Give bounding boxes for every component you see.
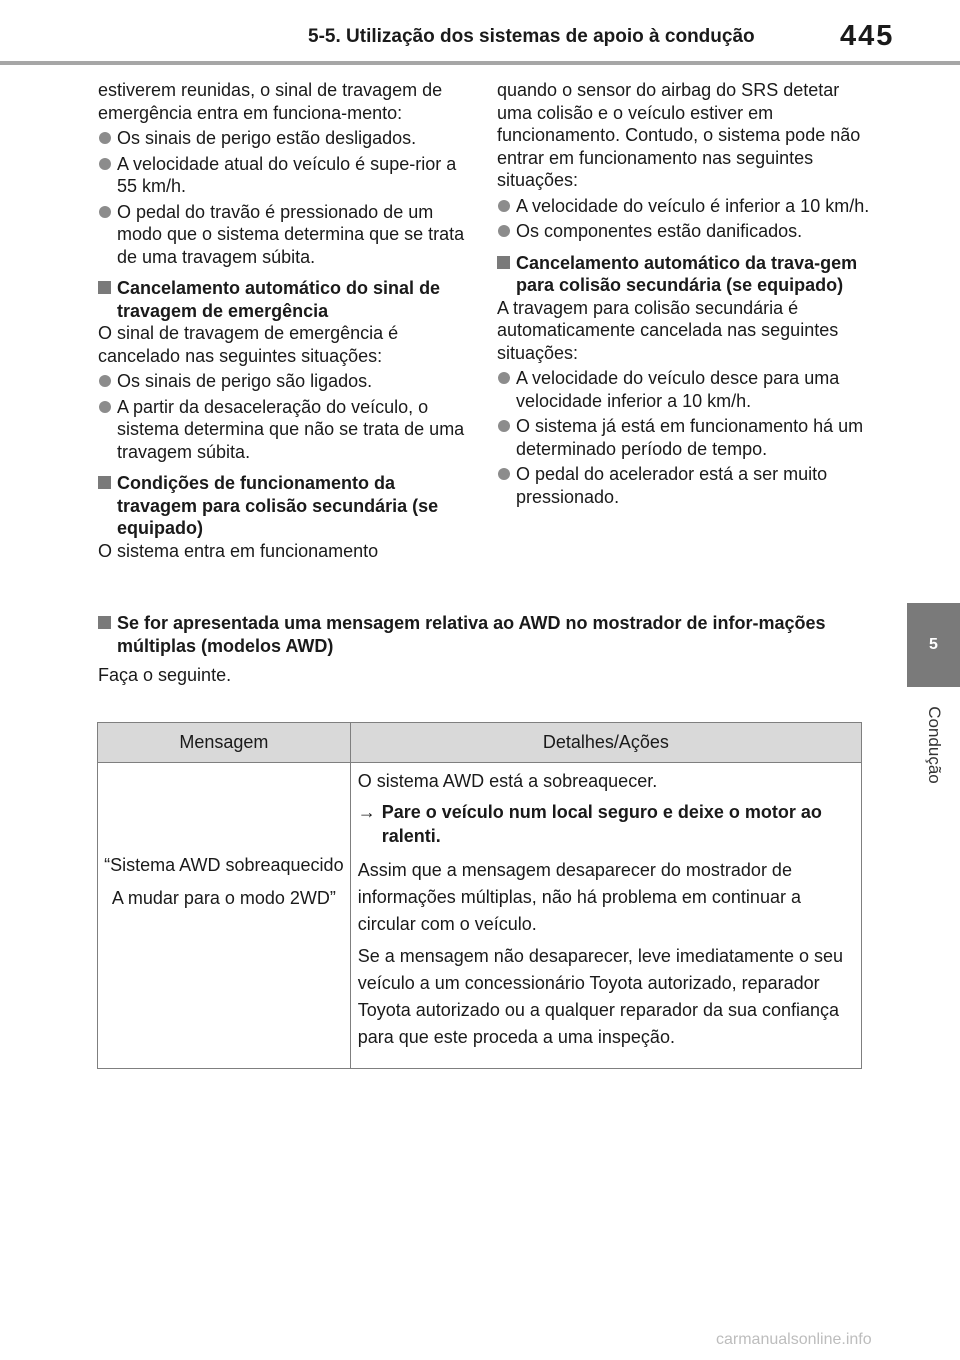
action-text: Pare o veículo num local seguro e deixe o motor ao ralenti.: [381, 802, 822, 846]
list-item-text: A velocidade do veículo desce para uma velocidade inferior a 10 km/h.: [516, 368, 840, 411]
table-header-row: [98, 723, 862, 763]
heading-text: Cancelamento automático da trava-gem para colisão secundária (se equipado): [516, 252, 858, 295]
column-header-details: Detalhes/Ações: [350, 723, 861, 763]
awd-intro: Faça o seguinte.: [98, 665, 232, 685]
paragraph: O sistema entra em funcionamento: [98, 540, 379, 561]
awd-message-table: [97, 722, 862, 1069]
details-cell: [350, 763, 861, 1069]
heading-text: Cancelamento automático do sinal de travagem de emergência: [117, 278, 441, 321]
list-item-text: O pedal do travão é pressionado de um modo que o sistema determina que se trata de uma travagem súbita.: [117, 201, 465, 267]
header-rule: [0, 61, 960, 65]
detail-text: Assim que a mensagem desaparecer do mostrador de informações múltiplas, não há problema em continuar a circular com o veículo.: [357, 860, 801, 934]
detail-text: Se a mensagem não desaparecer, leve imediatamente o seu veículo a um concessionário Toyota autorizado, reparador Toyota autorizado ou a qualquer reparador da sua confiança para que este proceda a uma inspeção.: [357, 946, 844, 1047]
bullet-dot-icon: [498, 372, 510, 384]
list-item-text: A velocidade atual do veículo é supe-rior a 55 km/h.: [117, 153, 457, 196]
section-heading: [497, 252, 872, 297]
heading-square-icon: [98, 476, 111, 489]
bullet-dot-icon: [99, 158, 111, 170]
chapter-tab-number[interactable]: 5: [907, 603, 960, 687]
page-number: 445: [840, 20, 895, 52]
chapter-label-text: Condução: [924, 706, 944, 784]
detail-text: O sistema AWD está a sobreaquecer.: [357, 771, 658, 791]
column-header-message: Mensagem: [98, 723, 351, 763]
list-item: [497, 220, 872, 243]
list-item: [98, 396, 470, 464]
heading-text: Condições de funcionamento da travagem para colisão secundária (se equipado): [117, 473, 439, 538]
heading-square-icon: [497, 256, 510, 269]
action-instruction: [358, 800, 855, 848]
paragraph-intro-continued: estiverem reunidas, o sinal de travagem de emergência entra em funciona-mento:: [98, 80, 443, 123]
bullet-dot-icon: [498, 200, 510, 212]
list-item-text: A partir da desaceleração do veículo, o sistema determina que não se trata de uma travagem súbita.: [117, 396, 465, 462]
bullet-dot-icon: [99, 375, 111, 387]
bullet-dot-icon: [498, 420, 510, 432]
message-line: “Sistema AWD sobreaquecido: [104, 855, 344, 875]
chapter-tab-label: [907, 689, 960, 801]
list-item-text: Os componentes estão danificados.: [516, 221, 803, 241]
list-item-text: Os sinais de perigo estão desligados.: [117, 128, 417, 148]
message-cell: [98, 763, 351, 1069]
list-item: [497, 367, 872, 412]
list-item-text: Os sinais de perigo são ligados.: [117, 371, 373, 391]
section-heading: [98, 472, 470, 540]
awd-section-heading: [98, 612, 868, 657]
paragraph: A travagem para colisão secundária é automaticamente cancelada nas seguintes situações:: [497, 297, 839, 363]
bullet-dot-icon: [498, 225, 510, 237]
heading-text: Se for apresentada uma mensagem relativa ao AWD no mostrador de infor-mações múltiplas (modelos AWD): [117, 613, 826, 656]
bullet-dot-icon: [99, 132, 111, 144]
list-item-text: A velocidade do veículo é inferior a 10 km/h.: [516, 195, 870, 216]
bullet-dot-icon: [99, 206, 111, 218]
list-item: [98, 201, 470, 269]
heading-square-icon: [98, 281, 111, 294]
list-item: [98, 370, 470, 393]
list-item: [98, 127, 470, 150]
arrow-right-icon: →: [357, 802, 376, 822]
paragraph: O sinal de travagem de emergência é cancelado nas seguintes situações:: [98, 323, 399, 366]
section-title: 5-5. Utilização dos sistemas de apoio à condução: [308, 26, 755, 47]
bullet-dot-icon: [498, 468, 510, 480]
left-column: [98, 79, 470, 562]
list-item: [497, 463, 872, 508]
list-item: [98, 153, 470, 198]
paragraph-continued: quando o sensor do airbag do SRS detetar uma colisão e o veículo estiver em funcionamento. Contudo, o sistema pode não entrar em funcionamento nas seguintes situações:: [497, 80, 861, 190]
list-item-text: O pedal do acelerador está a ser muito pressionado.: [516, 464, 828, 507]
table-row: [98, 763, 862, 1069]
section-heading: [98, 277, 470, 322]
list-item-text: O sistema já está em funcionamento há um determinado período de tempo.: [516, 416, 864, 459]
right-column: [497, 79, 872, 508]
list-item: [497, 415, 872, 460]
message-line: A mudar para o modo 2WD”: [111, 888, 336, 908]
list-item: [497, 195, 872, 218]
watermark[interactable]: carmanualsonline.info: [716, 1331, 872, 1348]
bullet-dot-icon: [99, 401, 111, 413]
heading-square-icon: [98, 616, 111, 629]
